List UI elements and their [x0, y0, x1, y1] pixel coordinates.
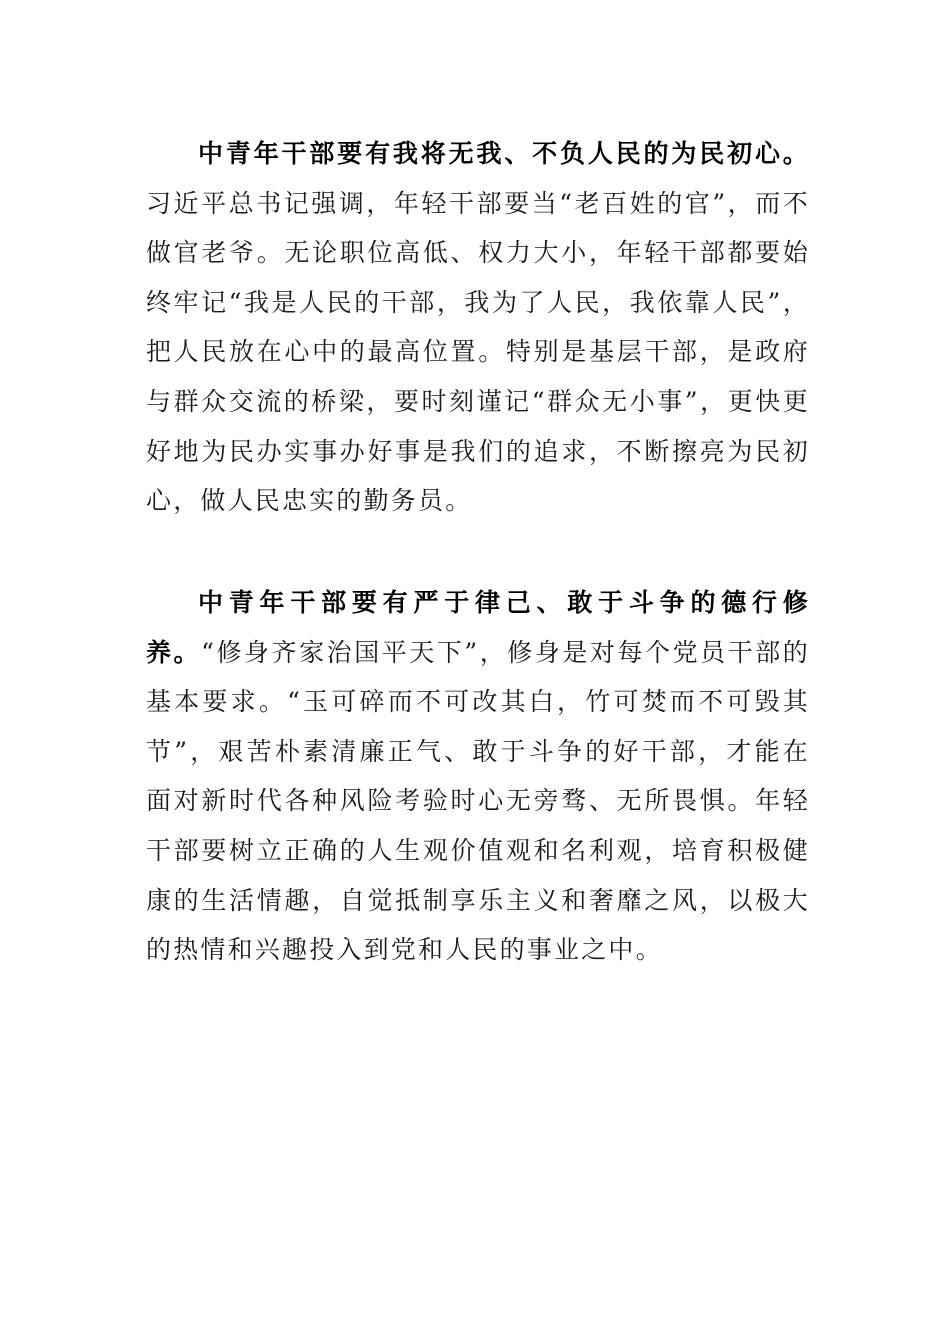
paragraph-1	[146, 129, 810, 526]
paragraph-1-body: 习近平总书记强调，年轻干部要当“老百姓的官”，而不做官老爷。无论职位高低、权力大小，年轻干部都要始终牢记“我是人民的干部，我为了人民，我依靠人民”，把人民放在心中的最高位置。特别是基层干部，是政府与群众交流的桥梁，要时刻谨记“群众无小事”，更快更好地为民办实事办好事是我们的追求，不断擦亮为民初心，做人民忠实的勤务员。	[146, 188, 810, 516]
paragraph-2	[146, 578, 810, 975]
paragraph-1-lead: 中青年干部要有我将无我、不负人民的为民初心。	[198, 139, 810, 168]
paragraph-2-body: “修身齐家治国平天下”，修身是对每个党员干部的基本要求。“玉可碎而不可改其白，竹可焚而不可毁其节”，艰苦朴素清廉正气、敢于斗争的好干部，才能在面对新时代各种风险考验时心无旁骛、无所畏惧。年轻干部要树立正确的人生观价值观和名利观，培育积极健康的生活情趣，自觉抵制享乐主义和奢靡之风，以极大的热情和兴趣投入到党和人民的事业之中。	[146, 637, 810, 965]
paragraph-2-lead: 中青年干部要有严于律己、敢于斗争的德行修养。	[146, 588, 810, 667]
